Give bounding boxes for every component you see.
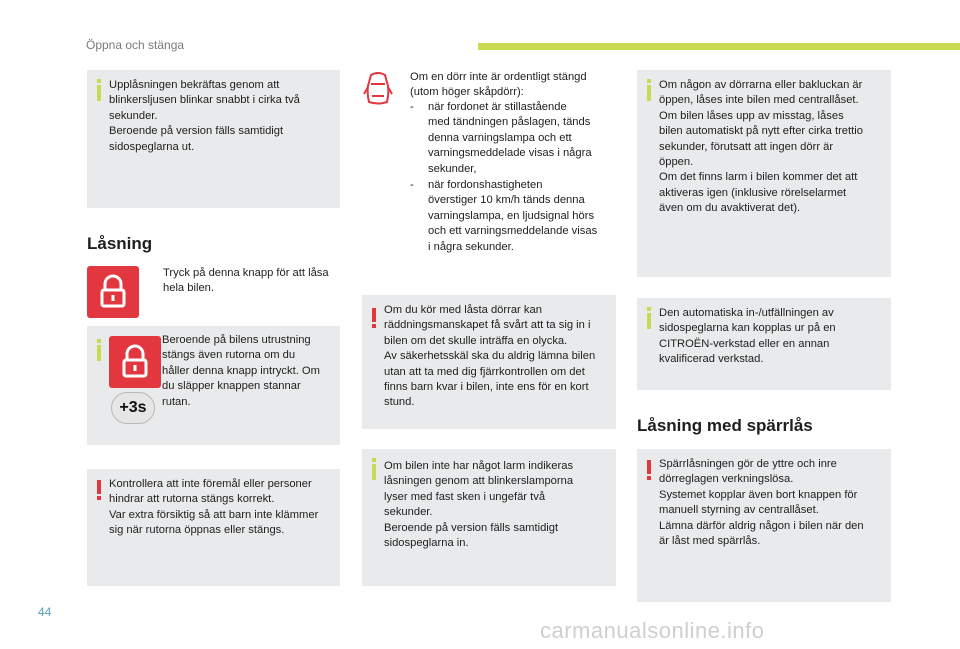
text-line: varningsmeddelade visas i några [428, 147, 592, 160]
info-text [659, 306, 891, 368]
text-line: denna varningslampa och ett [428, 131, 572, 144]
lock-icon [109, 336, 161, 388]
text-line: Om någon av dörrarna eller bakluckan är [659, 79, 863, 91]
header-accent-bar [478, 43, 960, 50]
text-line: Om en dörr inte är ordentligt stängd [410, 71, 587, 83]
text-line: Av säkerhetsskäl ska du aldrig lämna bilen [384, 350, 596, 363]
text-line: när fordonet är stillastående [428, 101, 567, 113]
section-heading-locking: Låsning [87, 234, 153, 253]
text-line: Om du kör med låsta dörrar kan [384, 304, 542, 316]
text-line: du släpper knappen stannar [162, 380, 301, 393]
text-line: Beroende på version fälls samtidigt [109, 125, 284, 138]
lock-button-tile [109, 336, 161, 388]
text-line: överstiger 10 km/h tänds denna [428, 194, 585, 207]
door-warning-intro [410, 70, 620, 101]
text-line: Den automatiska in-/utfällningen av [659, 307, 834, 319]
text-line: Beroende på bilens utrustning [162, 334, 311, 346]
text-line: sidospeglarna ut. [109, 140, 195, 153]
warning-text [109, 477, 339, 539]
info-icon [97, 85, 101, 101]
page-number: 44 [38, 605, 52, 619]
text-line: manuell styrning av centrallåset. [659, 504, 819, 517]
text-line: räddningsmanskapet få svårt att ta sig in i [384, 319, 591, 332]
text-line: aktiveras igen (inklusive rörelselarmet [659, 186, 847, 199]
info-box-no-alarm [362, 449, 616, 586]
info-box-unlock-confirmation [87, 70, 340, 208]
text-line: låsningen genom att blinkerslamporna [384, 475, 574, 488]
text-line: varningslampa, en ljudsignal hörs [428, 209, 595, 222]
text-line: sekunder. [384, 506, 433, 519]
info-box-auto-relock [637, 70, 891, 277]
text-line: sekunder, [428, 162, 477, 175]
text-line: sekunder, förutsatt att ingen dörr är [659, 140, 834, 153]
text-line: i några sekunder. [428, 240, 514, 253]
warning-text [384, 303, 616, 411]
text-line: sidospeglarna kan kopplas ur på en [659, 322, 836, 335]
info-icon [647, 313, 651, 329]
info-box-window-closing [87, 326, 340, 445]
info-text [659, 78, 891, 217]
door-open-warning-icon [363, 70, 393, 108]
text-line: är låst med spärrlås. [659, 535, 761, 548]
text-line: CITROËN-verkstad eller en annan [659, 337, 830, 350]
text-line: bilen automatiskt på nytt efter cirka trettio [659, 125, 863, 138]
text-line: Om det finns larm i bilen kommer det att [659, 171, 858, 184]
text-line: (utom höger skåpdörr): [410, 86, 524, 99]
text-line: Beroende på version fälls samtidigt [384, 521, 559, 534]
text-line: bilen om det skulle inträffa en olycka. [384, 334, 568, 347]
text-line: med tändningen påslagen, tänds [428, 116, 591, 129]
text-line: Systemet kopplar även bort knappen för [659, 488, 858, 501]
text-line: Upplåsningen bekräftas genom att [109, 79, 280, 91]
info-icon [372, 464, 376, 480]
text-line: sidospeglarna in. [384, 537, 469, 550]
watermark-text: carmanualsonline.info [540, 618, 765, 643]
text-line: utan att ta med dig fjärrkontrollen om det [384, 365, 585, 378]
page-header-title: Öppna och stänga [86, 38, 185, 52]
warning-box-window-obstruction [87, 469, 340, 586]
text-line: öppen, låses inte bilen med centrallåset. [659, 94, 859, 107]
warning-box-locked-doors [362, 295, 616, 429]
text-line: hela bilen. [163, 282, 215, 295]
text-line: Om bilen inte har något larm indikeras [384, 460, 574, 472]
section-heading-deadlocking: Låsning med spärrlås [637, 416, 813, 435]
info-text [109, 78, 334, 155]
info-text [162, 333, 337, 410]
warning-icon [97, 480, 101, 494]
lock-button-tile [87, 266, 139, 318]
text-line: och ett varningsmeddelande visas [428, 225, 598, 238]
warning-icon [647, 460, 651, 474]
text-line: finns barn kvar i bilen, inte ens för en kort [384, 381, 589, 394]
text-line: lyser med fast sken i ungefär två [384, 490, 546, 503]
text-line: kvalificerad verkstad. [659, 353, 764, 366]
text-line: rutan. [162, 395, 191, 408]
text-line: blinkersljusen blinkar snabbt i cirka två [109, 94, 300, 107]
text-line: när fordonshastigheten [428, 179, 543, 191]
plus-3s-badge: +3s [111, 392, 155, 424]
warning-icon [372, 308, 376, 322]
text-line: Tryck på denna knapp för att låsa [163, 267, 329, 279]
info-box-mirror-folding [637, 298, 891, 390]
text-line: Om bilen låses upp av misstag, låses [659, 109, 844, 122]
text-line: Spärrlåsningen gör de yttre och inre [659, 458, 837, 470]
text-line: håller denna knapp intryckt. Om [162, 364, 320, 377]
text-line: öppen. [659, 156, 694, 169]
warning-box-deadlocking [637, 449, 891, 602]
info-text [384, 459, 614, 551]
lock-instruction-text [163, 266, 343, 297]
text-line: Lämna därför aldrig någon i bilen när den [659, 519, 864, 532]
text-line: hindrar att rutorna stängs korrekt. [109, 493, 275, 506]
text-line: Kontrollera att inte föremål eller personer [109, 478, 312, 490]
text-line: stund. [384, 396, 415, 409]
text-line: Var extra försiktig så att barn inte klämmer [109, 508, 319, 521]
text-line: dörreglagen verkningslösa. [659, 473, 794, 486]
info-icon [647, 85, 651, 101]
text-line: sig när rutorna öppnas eller stängs. [109, 524, 285, 537]
text-line: även om du avaktiverat det). [659, 202, 801, 215]
text-line: stängs även rutorna om du [162, 349, 296, 362]
lock-icon [87, 266, 139, 318]
info-icon [97, 345, 101, 361]
warning-text [659, 457, 891, 549]
text-line: sekunder. [109, 109, 158, 122]
